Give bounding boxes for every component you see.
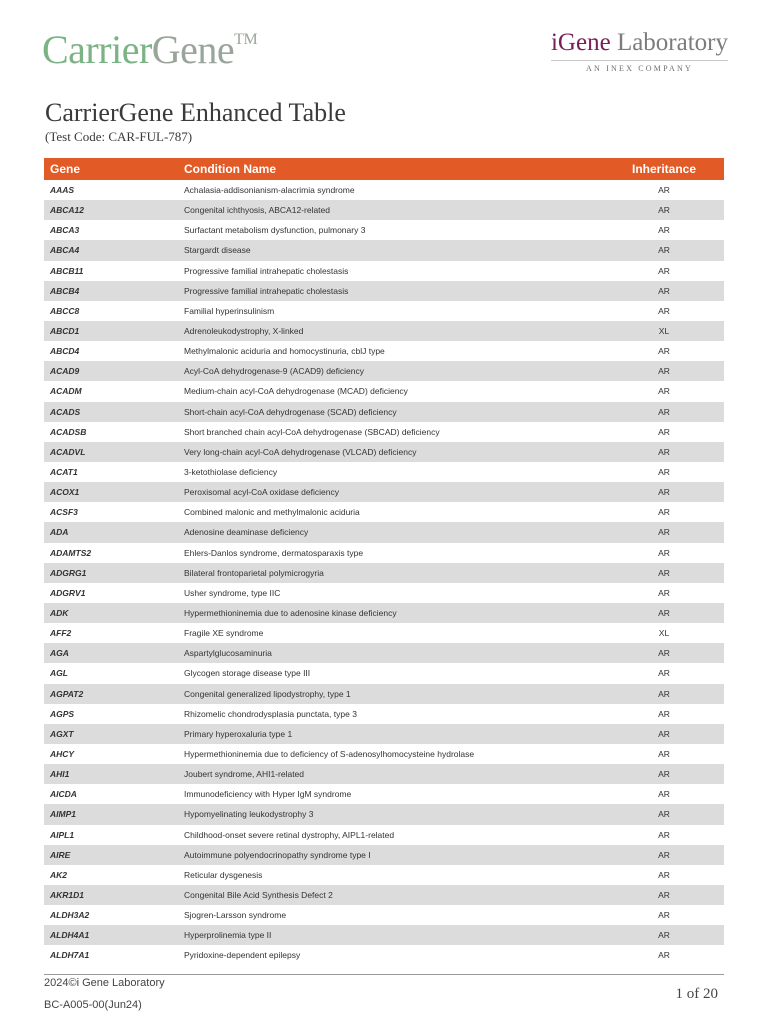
- condition-cell: Progressive familial intrahepatic cholestasis: [184, 265, 349, 276]
- inheritance-cell: AR: [658, 205, 670, 216]
- page-number: 1 of 20: [675, 986, 718, 1002]
- gene-cell: ADA: [50, 527, 69, 538]
- gene-cell: ACADM: [50, 386, 82, 397]
- gene-cell: ADGRV1: [50, 587, 86, 598]
- footer-divider: [44, 974, 724, 975]
- gene-cell: AKR1D1: [50, 889, 85, 900]
- table-row: [44, 825, 724, 845]
- gene-cell: AIPL1: [50, 829, 75, 840]
- page-title: CarrierGene Enhanced Table: [45, 98, 346, 127]
- table-row: [44, 583, 724, 603]
- test-code-subtitle: (Test Code: CAR-FUL-787): [45, 129, 193, 144]
- gene-cell: ALDH4A1: [50, 930, 90, 941]
- inheritance-cell: AR: [658, 567, 670, 578]
- gene-cell: ACADS: [50, 406, 81, 417]
- table-row: [44, 744, 724, 764]
- gene-cell: AICDA: [50, 789, 77, 800]
- condition-cell: Surfactant metabolism dysfunction, pulmonary 3: [184, 225, 366, 236]
- column-header-gene: Gene: [50, 162, 81, 176]
- gene-cell: AIMP1: [50, 809, 76, 820]
- gene-cell: ABCA3: [50, 225, 80, 236]
- inheritance-cell: AR: [658, 708, 670, 719]
- carriergene-logo: [42, 27, 258, 72]
- table-body: [44, 180, 724, 965]
- inheritance-cell: AR: [658, 869, 670, 880]
- gene-cell: AFF2: [50, 628, 72, 639]
- inheritance-cell: AR: [658, 688, 670, 699]
- gene-cell: AGL: [50, 668, 68, 679]
- igene-logo-laboratory: Laboratory: [610, 29, 728, 56]
- table-row: [44, 563, 724, 583]
- logo-text-carrier: Carrier: [42, 27, 152, 72]
- condition-cell: Pyridoxine-dependent epilepsy: [184, 950, 301, 961]
- table-row: [44, 865, 724, 885]
- gene-cell: ADGRG1: [50, 567, 87, 578]
- gene-cell: ABCD4: [50, 346, 80, 357]
- inheritance-cell: AR: [658, 849, 670, 860]
- gene-cell: ABCA12: [50, 205, 85, 216]
- table-row: [44, 663, 724, 683]
- column-header-condition: Condition Name: [184, 162, 276, 176]
- condition-cell: Short branched chain acyl-CoA dehydrogenase (SBCAD) deficiency: [184, 426, 440, 437]
- inheritance-cell: AR: [658, 829, 670, 840]
- condition-cell: 3-ketothiolase deficiency: [184, 467, 278, 478]
- table-row: [44, 442, 724, 462]
- inheritance-cell: AR: [658, 728, 670, 739]
- table-row: [44, 543, 724, 563]
- inheritance-cell: AR: [658, 406, 670, 417]
- table-row: [44, 885, 724, 905]
- condition-cell: Autoimmune polyendocrinopathy syndrome type I: [184, 849, 371, 860]
- inheritance-cell: AR: [658, 265, 670, 276]
- condition-cell: Hyperprolinemia type II: [184, 930, 272, 941]
- condition-cell: Achalasia-addisonianism-alacrimia syndrome: [184, 185, 355, 196]
- table-row: [44, 261, 724, 281]
- inheritance-cell: AR: [658, 426, 670, 437]
- condition-cell: Peroxisomal acyl-CoA oxidase deficiency: [184, 487, 339, 498]
- table-row: [44, 180, 724, 200]
- condition-cell: Combined malonic and methylmalonic aciduria: [184, 507, 360, 518]
- condition-cell: Congenital ichthyosis, ABCA12-related: [184, 205, 330, 216]
- gene-cell: ABCB11: [50, 265, 84, 276]
- condition-cell: Progressive familial intrahepatic cholestasis: [184, 285, 349, 296]
- condition-cell: Hypermethioninemia due to adenosine kinase deficiency: [184, 608, 397, 619]
- table-row: [44, 945, 724, 965]
- table-row: [44, 482, 724, 502]
- condition-cell: Immunodeficiency with Hyper IgM syndrome: [184, 789, 352, 800]
- inheritance-cell: AR: [658, 547, 670, 558]
- table-row: [44, 522, 724, 542]
- inheritance-cell: AR: [658, 930, 670, 941]
- condition-cell: Usher syndrome, type IIC: [184, 587, 281, 598]
- condition-cell: Stargardt disease: [184, 245, 251, 256]
- inheritance-cell: AR: [658, 285, 670, 296]
- table-header-row: [44, 158, 724, 180]
- table-row: [44, 724, 724, 744]
- table-header: [44, 158, 724, 180]
- table-row: [44, 381, 724, 401]
- condition-cell: Short-chain acyl-CoA dehydrogenase (SCAD) deficiency: [184, 406, 397, 417]
- inheritance-cell: AR: [658, 245, 670, 256]
- logo-text-gene: Gene: [151, 27, 235, 72]
- gene-cell: ABCD1: [50, 326, 80, 337]
- logo-trademark: TM: [234, 31, 258, 48]
- inheritance-cell: AR: [658, 507, 670, 518]
- gene-cell: AGPAT2: [50, 688, 84, 699]
- table-row: [44, 502, 724, 522]
- table-row: [44, 220, 724, 240]
- inheritance-cell: AR: [658, 467, 670, 478]
- table-row: [44, 462, 724, 482]
- table-row: [44, 784, 724, 804]
- inheritance-cell: XL: [658, 326, 670, 337]
- table-row: [44, 905, 724, 925]
- gene-cell: ABCC8: [50, 305, 80, 316]
- table-row: [44, 281, 724, 301]
- inheritance-cell: AR: [658, 608, 670, 619]
- gene-cell: ABCB4: [50, 285, 80, 296]
- gene-cell: ADAMTS2: [50, 547, 92, 558]
- gene-cell: ACSF3: [50, 507, 78, 518]
- condition-cell: Very long-chain acyl-CoA dehydrogenase (VLCAD) deficiency: [184, 446, 417, 457]
- inheritance-cell: AR: [658, 789, 670, 800]
- gene-cell: ALDH7A1: [50, 950, 90, 961]
- inheritance-cell: AR: [658, 487, 670, 498]
- inheritance-cell: AR: [658, 386, 670, 397]
- gene-cell: AGA: [50, 648, 69, 659]
- inheritance-cell: AR: [658, 366, 670, 377]
- condition-cell: Acyl-CoA dehydrogenase-9 (ACAD9) deficiency: [184, 366, 365, 377]
- inheritance-cell: AR: [658, 446, 670, 457]
- inheritance-cell: XL: [658, 628, 670, 639]
- table-row: [44, 603, 724, 623]
- inheritance-cell: AR: [658, 950, 670, 961]
- igene-laboratory-logo: [551, 30, 728, 73]
- condition-cell: Primary hyperoxaluria type 1: [184, 728, 293, 739]
- igene-logo-main: [551, 30, 728, 55]
- gene-cell: AHI1: [50, 769, 70, 780]
- inheritance-cell: AR: [658, 185, 670, 196]
- logo-divider: [551, 60, 728, 61]
- gene-cell: AK2: [50, 869, 68, 880]
- inheritance-cell: AR: [658, 809, 670, 820]
- table-row: [44, 361, 724, 381]
- footer-copyright: 2024©i Gene Laboratory: [44, 977, 165, 989]
- gene-cell: ACOX1: [50, 487, 80, 498]
- inheritance-cell: AR: [658, 587, 670, 598]
- footer-document-code: BC-A005-00(Jun24): [44, 999, 142, 1011]
- gene-cell: AHCY: [50, 749, 75, 759]
- table-row: [44, 643, 724, 663]
- inheritance-cell: AR: [658, 769, 670, 780]
- gene-cell: ADK: [50, 608, 69, 619]
- inheritance-cell: AR: [658, 648, 670, 659]
- condition-cell: Familial hyperinsulinism: [184, 305, 275, 316]
- inheritance-cell: AR: [658, 527, 670, 538]
- inheritance-cell: AR: [658, 910, 670, 921]
- condition-cell: Adenosine deaminase deficiency: [184, 527, 309, 538]
- gene-cell: AGXT: [50, 728, 74, 739]
- table-row: [44, 341, 724, 361]
- table-row: [44, 422, 724, 442]
- table-row: [44, 764, 724, 784]
- table-row: [44, 845, 724, 865]
- condition-cell: Sjogren-Larsson syndrome: [184, 910, 287, 921]
- condition-cell: Fragile XE syndrome: [184, 628, 264, 639]
- inheritance-cell: AR: [658, 749, 670, 759]
- condition-cell: Joubert syndrome, AHI1-related: [184, 769, 305, 780]
- gene-cell: ACAD9: [50, 366, 80, 377]
- condition-cell: Medium-chain acyl-CoA dehydrogenase (MCAD) deficiency: [184, 386, 408, 397]
- inheritance-cell: AR: [658, 305, 670, 316]
- inheritance-cell: AR: [658, 346, 670, 357]
- condition-cell: Ehlers-Danlos syndrome, dermatosparaxis type: [184, 547, 364, 558]
- inheritance-cell: AR: [658, 668, 670, 679]
- table-row: [44, 704, 724, 724]
- condition-cell: Hypomyelinating leukodystrophy 3: [184, 809, 314, 820]
- gene-cell: AGPS: [50, 708, 75, 719]
- table-row: [44, 804, 724, 824]
- gene-cell: AIRE: [50, 849, 71, 860]
- table-row: [44, 623, 724, 643]
- table-row: [44, 240, 724, 260]
- igene-logo-tagline: AN INEX COMPANY: [586, 64, 693, 73]
- condition-cell: Hypermethioninemia due to deficiency of S-adenosylhomocysteine hydrolase: [184, 749, 475, 759]
- gene-cell: ABCA4: [50, 245, 80, 256]
- condition-cell: Congenital generalized lipodystrophy, type 1: [184, 688, 351, 699]
- condition-cell: Bilateral frontoparietal polymicrogyria: [184, 567, 324, 578]
- table-row: [44, 301, 724, 321]
- table-row: [44, 925, 724, 945]
- gene-cell: AAAS: [50, 185, 75, 196]
- condition-cell: Adrenoleukodystrophy, X-linked: [184, 326, 304, 337]
- igene-logo-igene: iGene: [550, 29, 611, 56]
- inheritance-cell: AR: [658, 889, 670, 900]
- table-row: [44, 684, 724, 704]
- table-row: [44, 321, 724, 341]
- inheritance-cell: AR: [658, 225, 670, 236]
- table-row: [44, 200, 724, 220]
- table-row: [44, 402, 724, 422]
- column-header-inheritance: Inheritance: [631, 162, 697, 176]
- condition-cell: Congenital Bile Acid Synthesis Defect 2: [184, 889, 333, 900]
- gene-table: [44, 158, 724, 965]
- gene-cell: ACADSB: [50, 426, 87, 437]
- condition-cell: Methylmalonic aciduria and homocystinuria, cblJ type: [184, 346, 385, 357]
- gene-cell: ALDH3A2: [50, 910, 90, 921]
- gene-cell: ACAT1: [50, 467, 78, 478]
- condition-cell: Glycogen storage disease type III: [184, 668, 311, 679]
- condition-cell: Rhizomelic chondrodysplasia punctata, type 3: [184, 708, 357, 719]
- gene-cell: ACADVL: [50, 446, 86, 457]
- condition-cell: Reticular dysgenesis: [184, 869, 263, 880]
- condition-cell: Aspartylglucosaminuria: [184, 648, 272, 659]
- condition-cell: Childhood-onset severe retinal dystrophy, AIPL1-related: [184, 829, 395, 840]
